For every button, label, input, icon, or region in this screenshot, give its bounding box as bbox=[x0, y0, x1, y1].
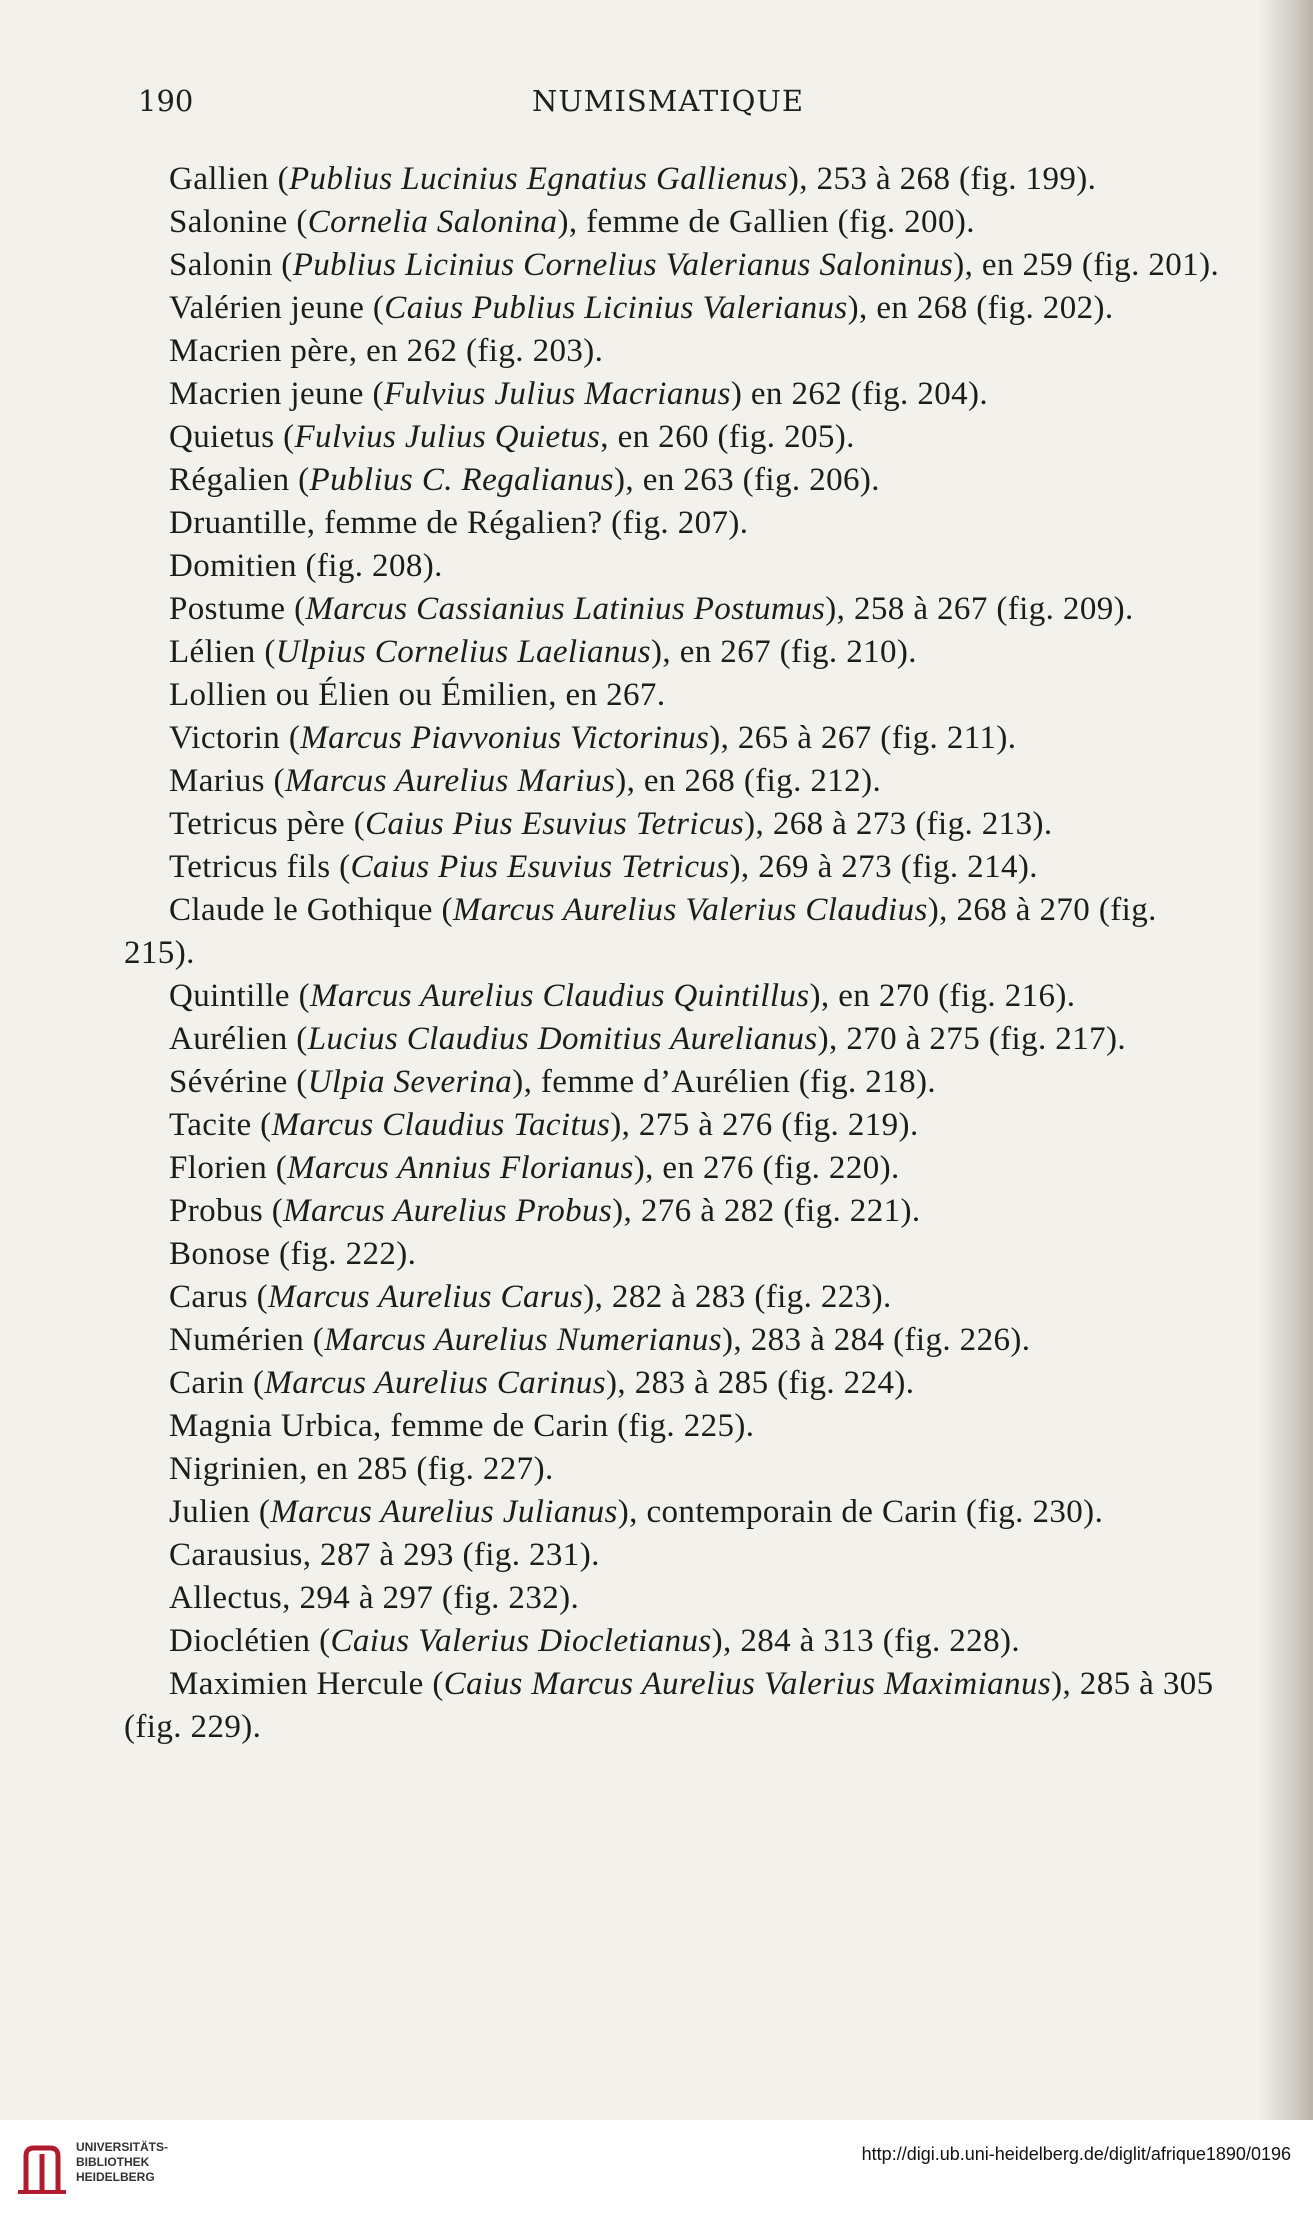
entry-latin-name: Publius Licinius Cornelius Valerianus Saloninus bbox=[292, 247, 954, 283]
university-library-logo-icon bbox=[12, 2140, 72, 2200]
entry-latin-name: Marcus Aurelius Claudius Quintillus bbox=[309, 978, 810, 1014]
entry-name: Victorin ( bbox=[169, 720, 301, 756]
entry-latin-name: Marcus Cassianius Latinius Postumus bbox=[305, 591, 826, 627]
list-item bbox=[124, 1018, 1224, 1061]
entry-name: Marius ( bbox=[169, 763, 285, 799]
entry-name: Aurélien ( bbox=[169, 1021, 308, 1057]
entry-latin-name: Caius Pius Esuvius Tetricus bbox=[365, 806, 745, 842]
entry-latin-name: Lucius Claudius Domitius Aurelianus bbox=[307, 1021, 818, 1057]
list-item bbox=[124, 760, 1224, 803]
list-item bbox=[124, 1061, 1224, 1104]
entry-name: Numérien ( bbox=[169, 1322, 325, 1358]
entry-name: Macrien père, en 262 (fig. 203). bbox=[169, 333, 604, 369]
entry-details: ), femme d’Aurélien (fig. 218). bbox=[512, 1064, 937, 1100]
entry-details: ), 268 à 273 (fig. 213). bbox=[744, 806, 1053, 842]
entry-details: ), femme de Gallien (fig. 200). bbox=[557, 204, 975, 240]
entry-name: Carus ( bbox=[169, 1279, 269, 1315]
entry-latin-name: Marcus Aurelius Numerianus bbox=[324, 1322, 723, 1358]
entry-name: Quintille ( bbox=[169, 978, 310, 1014]
entry-name: Quietus ( bbox=[169, 419, 295, 455]
entry-details: ), 275 à 276 (fig. 219). bbox=[610, 1107, 919, 1143]
list-item bbox=[124, 1104, 1224, 1147]
list-item bbox=[124, 846, 1224, 889]
entry-name: Lélien ( bbox=[169, 634, 276, 670]
entry-latin-name: Fulvius Julius Macrianus bbox=[383, 376, 731, 412]
entry-latin-name: Fulvius Julius Quietus bbox=[294, 419, 601, 455]
list-item bbox=[124, 158, 1224, 201]
library-name-line: BIBLIOTHEK bbox=[76, 2155, 150, 2169]
entry-latin-name: Cornelia Salonina bbox=[307, 204, 558, 240]
entry-details: ) en 262 (fig. 204). bbox=[730, 376, 989, 412]
entry-latin-name: Marcus Aurelius Valerius Claudius bbox=[452, 892, 928, 928]
entry-latin-name: Marcus Aurelius Marius bbox=[284, 763, 616, 799]
list-item bbox=[124, 1362, 1224, 1405]
entry-name: Nigrinien, en 285 (fig. 227). bbox=[169, 1451, 554, 1487]
list-item bbox=[124, 1620, 1224, 1663]
list-item bbox=[124, 1147, 1224, 1190]
entry-latin-name: Marcus Aurelius Probus bbox=[283, 1193, 613, 1229]
source-url[interactable]: http://digi.ub.uni-heidelberg.de/diglit/afrique1890/0196 bbox=[861, 2144, 1291, 2164]
list-item bbox=[124, 588, 1224, 631]
list-item bbox=[124, 1190, 1224, 1233]
entry-name: Sévérine ( bbox=[169, 1064, 308, 1100]
entry-latin-name: Ulpia Severina bbox=[307, 1064, 513, 1100]
entry-details: ), en 259 (fig. 201). bbox=[953, 247, 1220, 283]
entry-details: ), 269 à 273 (fig. 214). bbox=[729, 849, 1038, 885]
entry-details: ), contemporain de Carin (fig. 230). bbox=[617, 1494, 1104, 1530]
list-item bbox=[124, 502, 1224, 545]
page-number: 190 bbox=[138, 84, 194, 118]
entry-name: Tacite ( bbox=[169, 1107, 272, 1143]
entry-latin-name: Ulpius Cornelius Laelianus bbox=[275, 634, 652, 670]
entry-latin-name: Marcus Claudius Tacitus bbox=[271, 1107, 611, 1143]
list-item bbox=[124, 1491, 1224, 1534]
entry-details: ), en 268 (fig. 212). bbox=[615, 763, 882, 799]
entry-name: Domitien (fig. 208). bbox=[169, 548, 443, 584]
entry-name: Salonine ( bbox=[169, 204, 308, 240]
list-item bbox=[124, 1663, 1224, 1749]
entry-name: Gallien ( bbox=[169, 161, 289, 197]
entry-latin-name: Caius Pius Esuvius Tetricus bbox=[350, 849, 730, 885]
entry-latin-name: Marcus Aurelius Julianus bbox=[270, 1494, 618, 1530]
entry-details: ), 265 à 267 (fig. 211). bbox=[709, 720, 1017, 756]
entry-name: Tetricus père ( bbox=[169, 806, 366, 842]
entry-name: Carausius, 287 à 293 (fig. 231). bbox=[169, 1537, 600, 1573]
entry-latin-name: Caius Publius Licinius Valerianus bbox=[384, 290, 848, 326]
entry-details: ), 253 à 268 (fig. 199). bbox=[787, 161, 1097, 197]
entry-name: Florien ( bbox=[169, 1150, 288, 1186]
list-item bbox=[124, 674, 1224, 717]
emperor-list bbox=[124, 158, 1224, 1749]
list-item bbox=[124, 631, 1224, 674]
entry-name: Claude le Gothique ( bbox=[169, 892, 453, 928]
list-item bbox=[124, 803, 1224, 846]
entry-details: ), 268 à 270 (fig. 215). bbox=[124, 892, 1157, 971]
list-item bbox=[124, 1276, 1224, 1319]
entry-details: ), en 276 (fig. 220). bbox=[633, 1150, 900, 1186]
entry-details: ), 258 à 267 (fig. 209). bbox=[825, 591, 1134, 627]
library-name-line: HEIDELBERG bbox=[76, 2170, 155, 2184]
page-header bbox=[138, 84, 1198, 124]
footer-bar bbox=[0, 2120, 1313, 2215]
entry-details: ), 284 à 313 (fig. 228). bbox=[711, 1623, 1021, 1659]
page-edge-shadow bbox=[1257, 0, 1313, 2120]
list-item bbox=[124, 1319, 1224, 1362]
entry-details: ), en 263 (fig. 206). bbox=[614, 462, 880, 498]
entry-details: ), en 270 (fig. 216). bbox=[809, 978, 1076, 1014]
entry-name: Druantille, femme de Régalien? (fig. 207). bbox=[169, 505, 749, 541]
entry-latin-name: Marcus Annius Florianus bbox=[287, 1150, 634, 1186]
list-item bbox=[124, 1405, 1224, 1448]
entry-latin-name: Caius Valerius Diocletianus bbox=[330, 1623, 712, 1659]
list-item bbox=[124, 373, 1224, 416]
entry-details: ), en 267 (fig. 210). bbox=[651, 634, 917, 670]
list-item bbox=[124, 1534, 1224, 1577]
entry-details: ), en 268 (fig. 202). bbox=[847, 290, 1114, 326]
entry-details: ), 270 à 275 (fig. 217). bbox=[817, 1021, 1127, 1057]
entry-name: Allectus, 294 à 297 (fig. 232). bbox=[169, 1580, 580, 1616]
entry-latin-name: Marcus Piavvonius Victorinus bbox=[300, 720, 710, 756]
entry-details: ), 283 à 285 (fig. 224). bbox=[606, 1365, 915, 1401]
entry-name: Valérien jeune ( bbox=[169, 290, 385, 326]
entry-details: ), 285 à 305 (fig. 229). bbox=[124, 1666, 1214, 1745]
entry-name: Maximien Hercule ( bbox=[169, 1666, 444, 1702]
running-title: NUMISMATIQUE bbox=[531, 84, 805, 118]
entry-name: Dioclétien ( bbox=[169, 1623, 331, 1659]
entry-details: ), 276 à 282 (fig. 221). bbox=[612, 1193, 921, 1229]
list-item bbox=[124, 459, 1224, 502]
entry-name: Postume ( bbox=[169, 591, 306, 627]
entry-details: ), 283 à 284 (fig. 226). bbox=[722, 1322, 1031, 1358]
entry-name: Macrien jeune ( bbox=[169, 376, 384, 412]
entry-name: Lollien ou Élien ou Émilien, en 267. bbox=[169, 677, 666, 713]
entry-latin-name: Caius Marcus Aurelius Valerius Maximianus bbox=[443, 1666, 1052, 1702]
list-item bbox=[124, 975, 1224, 1018]
entry-details: , en 260 (fig. 205). bbox=[600, 419, 855, 455]
list-item bbox=[124, 545, 1224, 588]
list-item bbox=[124, 1577, 1224, 1620]
library-name bbox=[76, 2140, 168, 2185]
entry-name: Carin ( bbox=[169, 1365, 265, 1401]
entry-name: Bonose (fig. 222). bbox=[169, 1236, 417, 1272]
list-item bbox=[124, 1448, 1224, 1491]
entry-latin-name: Marcus Aurelius Carinus bbox=[264, 1365, 607, 1401]
entry-name: Magnia Urbica, femme de Carin (fig. 225). bbox=[169, 1408, 755, 1444]
entry-name: Régalien ( bbox=[169, 462, 310, 498]
list-item bbox=[124, 889, 1224, 975]
entry-name: Tetricus fils ( bbox=[169, 849, 351, 885]
library-name-line: UNIVERSITÄTS- bbox=[76, 2140, 169, 2154]
list-item bbox=[124, 1233, 1224, 1276]
entry-latin-name: Publius C. Regalianus bbox=[309, 462, 615, 498]
list-item bbox=[124, 287, 1224, 330]
list-item bbox=[124, 201, 1224, 244]
list-item bbox=[124, 717, 1224, 760]
list-item bbox=[124, 330, 1224, 373]
entry-details: ), 282 à 283 (fig. 223). bbox=[583, 1279, 892, 1315]
entry-latin-name: Marcus Aurelius Carus bbox=[268, 1279, 584, 1315]
entry-name: Probus ( bbox=[169, 1193, 284, 1229]
list-item bbox=[124, 416, 1224, 459]
entry-name: Salonin ( bbox=[169, 247, 293, 283]
entry-latin-name: Publius Lucinius Egnatius Gallienus bbox=[288, 161, 788, 197]
list-item bbox=[124, 244, 1224, 287]
entry-name: Julien ( bbox=[169, 1494, 271, 1530]
